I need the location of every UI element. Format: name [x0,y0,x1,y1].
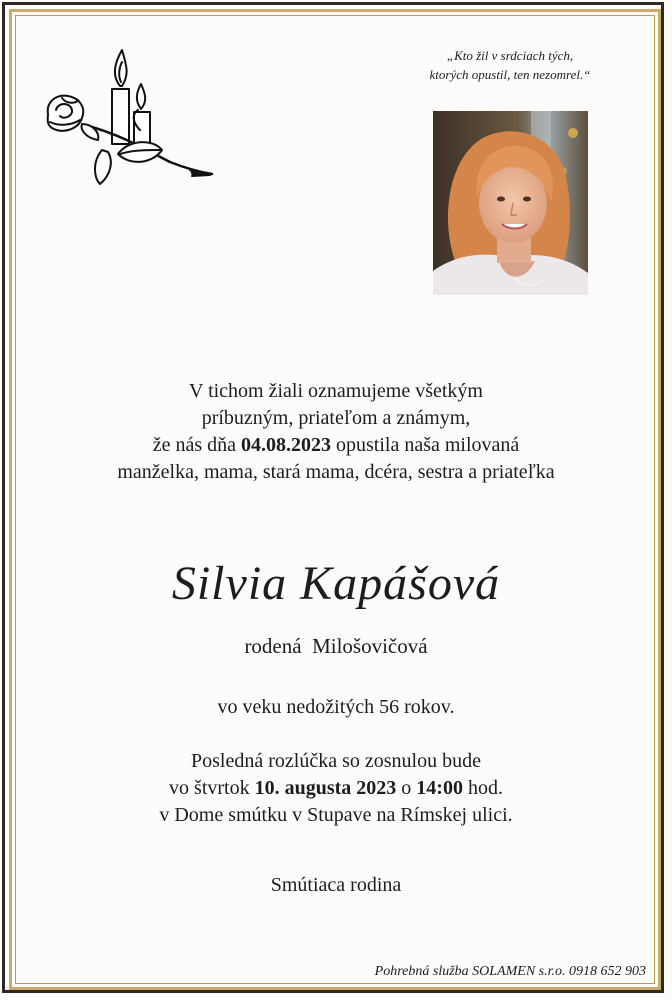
funeral-service-footer: Pohrebná služba SOLAMEN s.r.o. 0918 652 903 [374,964,646,979]
farewell-line-3: v Dome smútku v Stupave na Rímskej ulici. [159,804,513,826]
quote-line-1: „Kto žil v srdciach tých, [446,48,574,63]
farewell-text [0,748,672,829]
quote-line-2: ktorých opustil, ten nezomrel.“ [429,67,591,82]
announcement-line-1: V tichom žiali oznamujeme všetkým [188,380,483,402]
farewell-line-1: Posledná rozlúčka so zosnulou bude [191,750,481,772]
announcement-line-2: príbuzným, priateľom a známym, [201,407,471,429]
age-text: vo veku nedožitých 56 rokov. [217,696,455,718]
farewell-line-2: vo štvrtok 10. augusta 2023 o 14:00 hod. [169,777,503,799]
candle-rose-icon [40,44,220,194]
announcement-text [0,378,672,486]
announcement-line-4: manželka, mama, stará mama, dcéra, sestra a priateľka [117,461,555,483]
memorial-quote [395,46,625,84]
funeral-date: 10. augusta 2023 [254,777,397,799]
portrait-photo [433,111,588,295]
deceased-name: Silvia Kapášová [171,557,501,610]
signature-family: Smútiaca rodina [270,874,402,896]
death-date: 04.08.2023 [241,434,331,456]
funeral-time: 14:00 [416,777,463,799]
announcement-line-3: že nás dňa 04.08.2023 opustila naša milovaná [152,434,520,456]
maiden-name: rodená Milošovičová [244,634,428,658]
